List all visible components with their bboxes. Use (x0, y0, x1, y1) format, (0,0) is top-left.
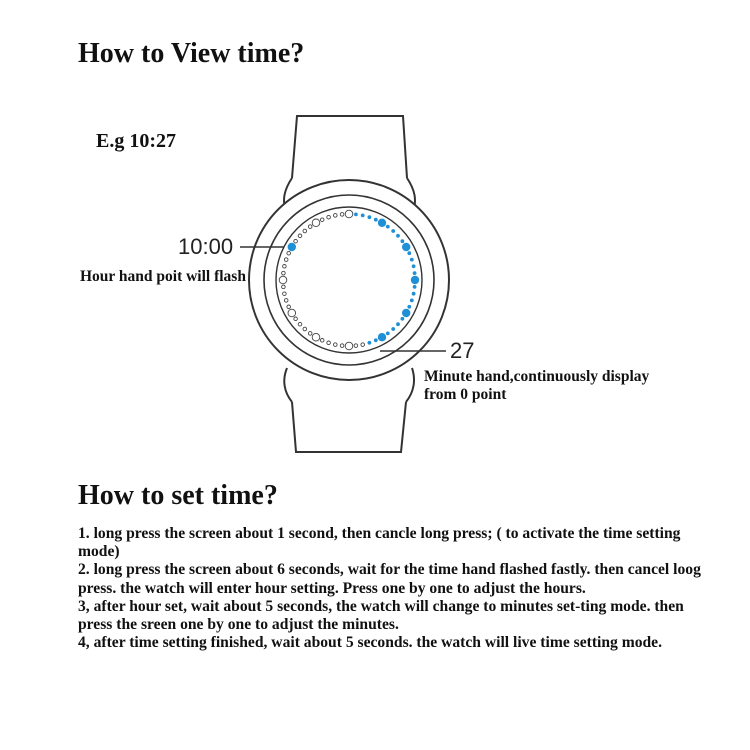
minute-led-dot (412, 264, 416, 268)
hour-callout: 10:00 (178, 234, 234, 259)
minute-led-dot (410, 258, 414, 262)
minute-led-dot (361, 214, 365, 218)
minute-led-dot (354, 213, 358, 217)
minute-led-dot (412, 292, 416, 296)
minute-led-dot (378, 219, 386, 227)
inactive-led-dot (282, 285, 286, 289)
inactive-led-dot (294, 317, 298, 321)
inactive-led-dot (327, 341, 331, 345)
inactive-led-dot (312, 333, 320, 341)
watch-strap-bottom (292, 402, 406, 452)
inactive-led-dot (308, 332, 312, 336)
inactive-led-dot (279, 276, 287, 284)
minute-led-dot (368, 215, 372, 219)
inactive-led-dot (340, 213, 344, 217)
inactive-led-dot (334, 214, 338, 218)
hour-hand-note: Hour hand poit will flash (80, 268, 246, 285)
instruction-step: 2. long press the screen about 6 seconds, wait for the time hand flashed fastly. then cancel loog press. the watch will enter hour setting. Press one by one to adjust the hours. (78, 561, 701, 597)
inactive-led-dot (287, 305, 291, 309)
instruction-step: 4, after time setting finished, wait about 5 seconds. the watch will live time setting mode. (78, 634, 662, 652)
inactive-led-dot (282, 271, 286, 275)
inactive-led-dot (345, 210, 353, 218)
minute-callout: 27 (450, 338, 475, 363)
minute-led-dot (407, 305, 411, 309)
minute-led-dot (411, 276, 419, 284)
inactive-led-dot (283, 265, 287, 269)
minute-led-dot (386, 332, 390, 336)
inactive-led-dot (283, 292, 287, 296)
minute-led-dot (413, 285, 417, 289)
instruction-steps (78, 525, 718, 652)
hour-led-dot (288, 243, 296, 251)
minute-led-dot (410, 299, 414, 303)
inactive-led-dot (320, 218, 324, 222)
minute-led-dot (402, 243, 410, 251)
inactive-led-dot (334, 343, 338, 347)
minute-hand-note: Minute hand,continuously display from 0 point (424, 368, 650, 403)
inactive-led-dot (284, 299, 288, 303)
inactive-led-dot (284, 258, 288, 262)
inactive-led-dot (294, 239, 298, 243)
minute-led-dot (413, 271, 417, 275)
inactive-led-dot (361, 343, 365, 347)
example-time-label: E.g 10:27 (96, 130, 176, 152)
watch-strap-top (292, 116, 407, 178)
inactive-led-dot (298, 234, 302, 238)
inactive-led-dot (327, 215, 331, 219)
inactive-led-dot (340, 344, 344, 348)
minute-led-dot (401, 317, 405, 321)
inactive-led-dot (298, 322, 302, 326)
inactive-led-dot (354, 344, 358, 348)
set-time-heading: How to set time? (78, 480, 278, 511)
inactive-led-dot (308, 225, 312, 229)
minute-led-dot (396, 322, 400, 326)
minute-led-dot (402, 309, 410, 317)
inactive-led-dot (303, 327, 307, 331)
minute-led-dot (396, 234, 400, 238)
inactive-led-dot (287, 251, 291, 255)
minute-led-dot (401, 239, 405, 243)
minute-led-dot (407, 251, 411, 255)
inactive-led-dot (345, 342, 353, 350)
minute-led-dot (374, 338, 378, 342)
minute-led-dot (378, 333, 386, 341)
minute-led-dot (374, 218, 378, 222)
minute-led-dot (386, 225, 390, 229)
minute-led-dot (391, 327, 395, 331)
inactive-led-dot (312, 219, 320, 227)
instruction-step: 3, after hour set, wait about 5 seconds, the watch will change to minutes set-ting mode. then press the sreen one by one to adjust the minutes. (78, 597, 684, 634)
inactive-led-dot (320, 339, 324, 343)
inactive-led-dot (303, 229, 307, 233)
view-time-heading: How to View time? (78, 38, 305, 69)
minute-led-dot (391, 229, 395, 233)
inactive-led-dot (288, 309, 296, 317)
minute-led-dot (368, 341, 372, 345)
instruction-step: 1. long press the screen about 1 second, then cancle long press; ( to activate the time setting mode) (78, 525, 681, 561)
